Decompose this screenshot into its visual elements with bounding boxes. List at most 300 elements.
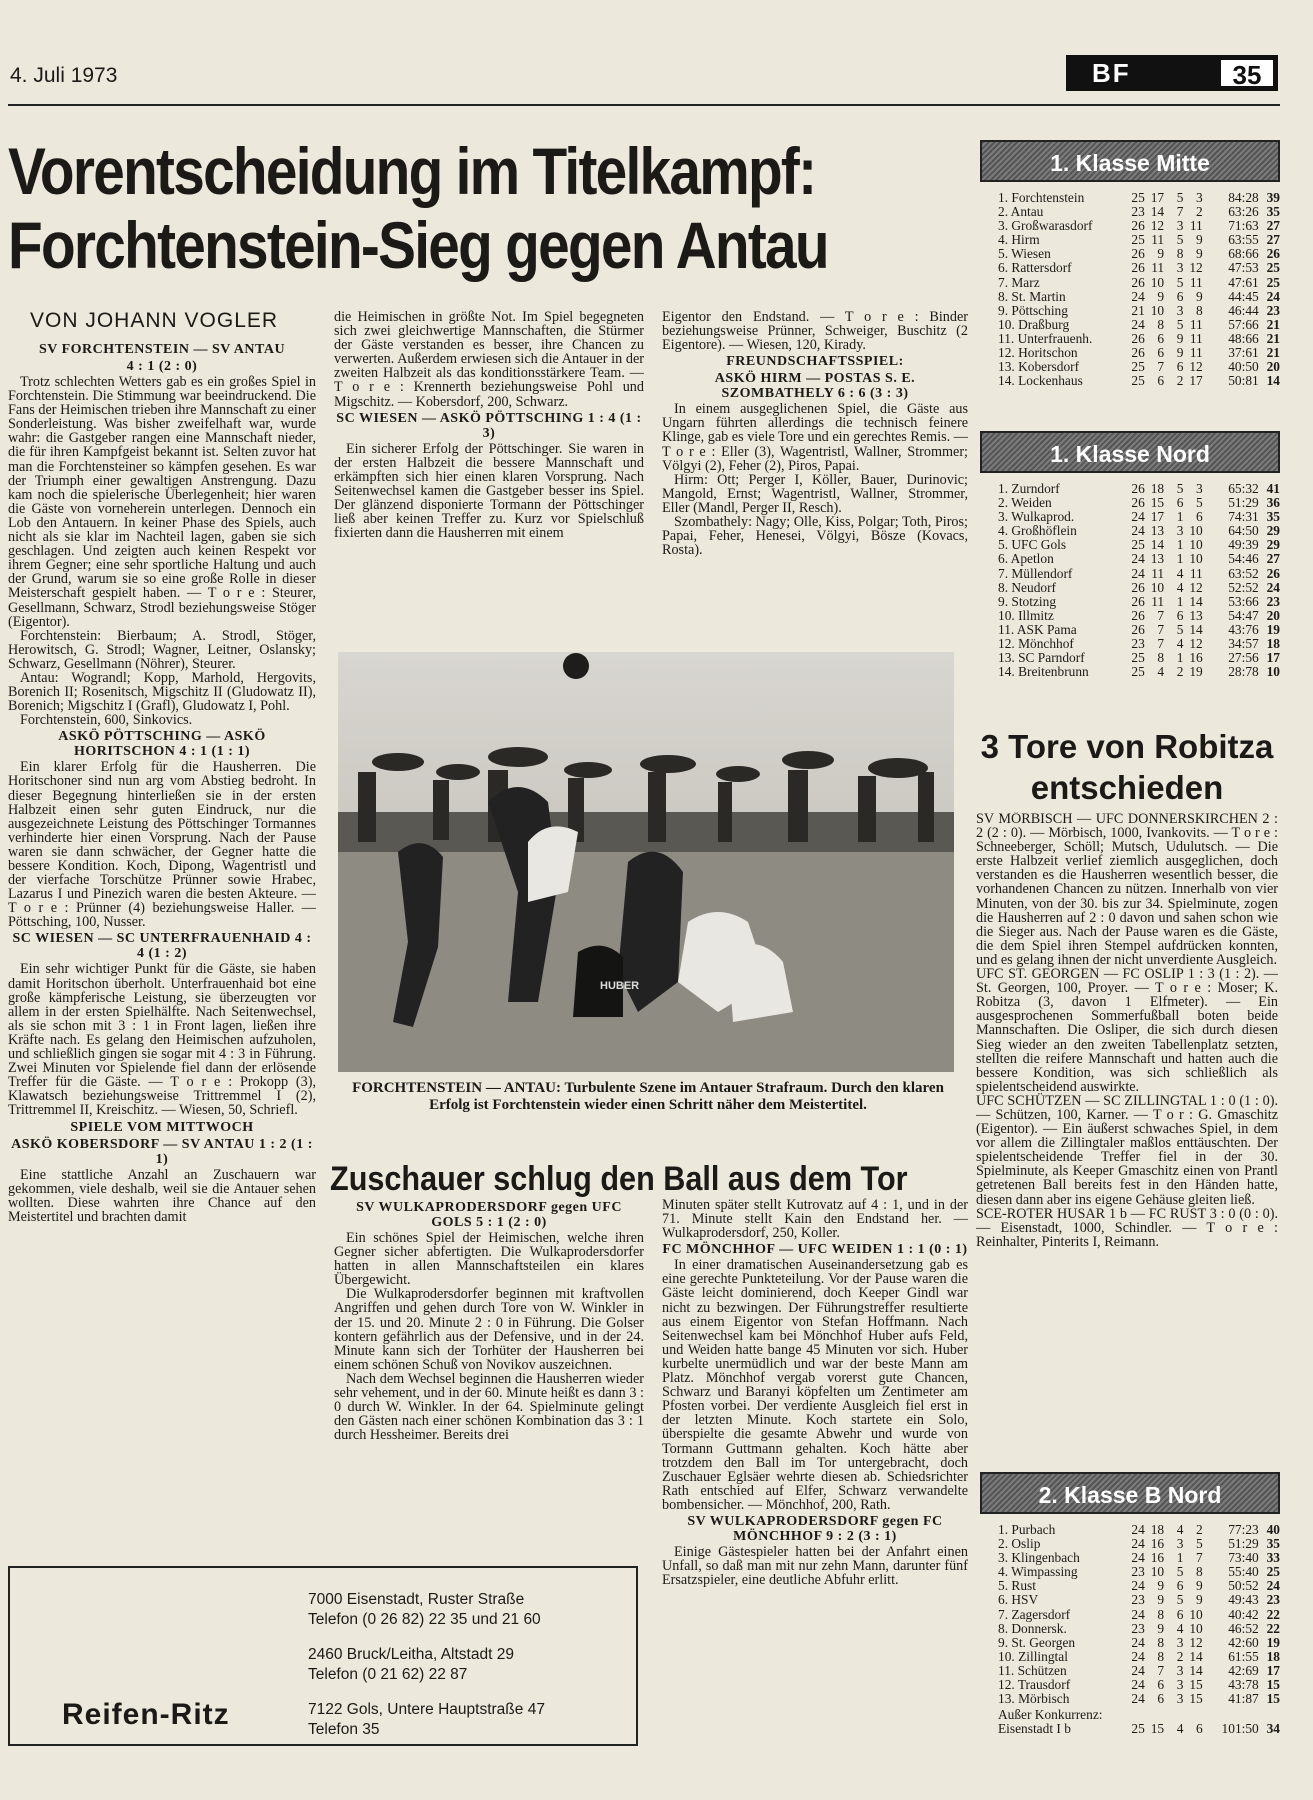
football-scene-illustration [338, 652, 954, 1072]
article-paragraph: Antau: Wograndl; Kopp, Marhold, Hergovits, Borenich II; Rosenitsch, Migschitz II (Gludowatz II), Borenich; Migschitz I (Grafl), Gludowatz I, Pohl. [8, 669, 316, 715]
losses: 14 [1189, 1662, 1203, 1678]
article-paragraph: Ein sehr wichtiger Punkt für die Gäste, sie haben damit Horitschon überholt. Unterfrauenhaid bot eine große kämpferische Leistung, sie überzeugten vor allem in der ersten Spielhälfte. Nach Seitenwechsel, als sie schon mit 3 : 1 in Front lagen, ließen ihre Kräfte nach. Es gelang den Heimischen aufzuholen, und schließlich gingen sie sogar mit 4 : 3 in Führung. Zwei Minuten vor Spielende fiel dann der erlösende Treffer für die Gäste. — T o r e : Prokopp (3), Klawatsch beziehungsweise Trittremmel I (2), Trittremmel II, Kreischitz. — Wiesen, 50, Schriefl. [8, 961, 316, 1119]
losses: 6 [1196, 1721, 1203, 1737]
article-paragraph: Eigentor den Endstand. — T o r e : Binder beziehungsweise Prünner, Schweiger, Buschitz (2 Eigentore). — Wiesen, 120, Kirady. [662, 310, 968, 354]
goals: 28:78 [1228, 664, 1259, 680]
team-name: 10. Zillingtal [998, 1649, 1068, 1664]
games: 24 [1131, 1662, 1145, 1678]
games: 26 [1131, 345, 1145, 361]
draws: 9 [1176, 330, 1184, 346]
goals: 55:40 [1228, 1564, 1259, 1580]
games: 24 [1131, 1691, 1145, 1707]
article-paragraph: UFC ST. GEORGEN — FC OSLIP 1 : 3 (1 : 2). — St. Georgen, 100, Proyer. — T o r e : Moser; K. Robitza (3, davon 1 Elfmeter). — Ein ausgesprochenen Sommerfußball boten beide Mannschaften. Die Osliper, die sich durch diesen Sieg wieder an den zweiten Tabellenplatz setzten, stellten die reifere Mannschaft und hatten auch die bessere Kondition, was sich schließlich als spielentscheidend auswirkte. [976, 966, 1278, 1095]
match-heading: ASKÖ KOBERSDORF — SV ANTAU 1 : 2 (1 : 1) [11, 1136, 313, 1167]
draws: 1 [1176, 650, 1184, 666]
games: 24 [1131, 288, 1145, 304]
losses: 14 [1189, 1648, 1203, 1664]
league-row [998, 1678, 1280, 1692]
draws: 3 [1176, 260, 1184, 276]
goals: 52:52 [1228, 579, 1259, 595]
losses: 11 [1189, 218, 1203, 234]
team-name: 6. Rattersdorf [998, 261, 1072, 276]
ad-addresses [308, 1590, 545, 1739]
games: 25 [1131, 232, 1145, 248]
league-row [998, 360, 1280, 374]
goals: 50:52 [1228, 1578, 1259, 1594]
wins: 15 [1150, 1721, 1165, 1737]
goals: 37:61 [1228, 345, 1259, 361]
draws: 5 [1176, 481, 1184, 496]
losses: 9 [1196, 1592, 1203, 1608]
points: 25 [1266, 1564, 1280, 1580]
draws: 3 [1176, 1662, 1184, 1678]
wins: 14 [1150, 537, 1165, 553]
points: 21 [1266, 330, 1280, 346]
wins: 17 [1150, 509, 1165, 525]
losses: 9 [1196, 246, 1203, 262]
ad-line: 7000 Eisenstadt, Ruster Straße [308, 1591, 525, 1608]
games: 26 [1131, 274, 1145, 290]
wins: 10 [1150, 302, 1165, 318]
points: 20 [1266, 359, 1280, 375]
ad-brand: Reifen-Ritz [62, 1698, 230, 1731]
article-paragraph: Ein schönes Spiel der Heimischen, welche ihren Gegner sicher abfertigten. Die Wulkaprodersdorfer hatten in allen Mannschaftsteilen ein klares Übergewicht. [334, 1230, 644, 1289]
league-row [998, 581, 1280, 595]
ad-line: Telefon (0 26 82) 22 35 und 21 60 [308, 1610, 541, 1628]
issue-date: 4. Juli 1973 [10, 64, 118, 87]
goals: 40:42 [1228, 1606, 1259, 1622]
league-rows [980, 1523, 1280, 1736]
wins: 6 [1157, 1691, 1165, 1707]
zuschauer-headline: Zuschauer schlug den Ball aus dem Tor [330, 1160, 908, 1198]
match-heading: FC MÖNCHHOF — UFC WEIDEN 1 : 1 (0 : 1) [662, 1242, 968, 1258]
league-row [998, 276, 1280, 290]
headline-line-2: Forchtenstein-Sieg gegen Antau [8, 208, 828, 282]
games: 24 [1131, 1522, 1145, 1537]
goals: 57:66 [1228, 316, 1259, 332]
league-title: 1. Klasse Nord [980, 431, 1280, 473]
games: 26 [1131, 260, 1145, 276]
losses: 6 [1196, 509, 1203, 525]
ad-line: 2460 Bruck/Leitha, Altstadt 29 [308, 1646, 514, 1663]
losses: 16 [1189, 650, 1203, 666]
league-row [998, 1551, 1280, 1565]
draws: 6 [1176, 288, 1184, 304]
league-row [998, 496, 1280, 510]
losses: 11 [1189, 274, 1203, 290]
article-paragraph: In einem ausgeglichenen Spiel, die Gäste aus Ungarn führten allerdings die technisch feinere Klinge, gab es viele Tore und ein gerechtes Remis. — T o r e : Eller (3), Wagentristl, Wallner, Strommer; Völgyi (2), Feher (2), Piros, Papai. [662, 401, 968, 474]
league-table-klasse-b-nord [980, 1472, 1280, 1736]
goals: 49:39 [1228, 537, 1259, 553]
games: 25 [1131, 190, 1145, 205]
wins: 16 [1150, 1550, 1165, 1566]
draws: 6 [1176, 1578, 1184, 1594]
losses: 9 [1196, 232, 1203, 248]
league-row [998, 482, 1280, 496]
goals: 74:31 [1228, 509, 1259, 525]
goals: 47:61 [1228, 274, 1259, 290]
team-name: 7. Zagersdorf [998, 1607, 1071, 1622]
draws: 4 [1176, 579, 1184, 595]
losses: 8 [1196, 1564, 1203, 1580]
wins: 10 [1150, 274, 1165, 290]
losses: 11 [1189, 345, 1203, 361]
article-paragraph: UFC SCHÜTZEN — SC ZILLINGTAL 1 : 0 (1 : 0). — Schützen, 100, Karner. — T o r : G. Gmaschitz (Eigentor). — Ein äußerst schwaches Spiel, in dem vor allem die Zillingtaler maßlos enttäuschten. Der spielentscheidende Treffer fiel in der 30. Spielminute, als Keeper Gmaschitz einen von Prantl getretenen Ball bereits fest in den Händen hatte, diesen dann aber ins eigene Gehäuse gleiten ließ. [976, 1092, 1278, 1208]
goals: 46:44 [1228, 302, 1259, 318]
wins: 6 [1157, 1677, 1165, 1693]
draws: 6 [1176, 607, 1184, 623]
points: 22 [1266, 1620, 1280, 1636]
match-heading: SV FORCHTENSTEIN — SV ANTAU [38, 342, 286, 357]
goals: 77:23 [1228, 1522, 1259, 1537]
goals: 51:29 [1228, 495, 1259, 511]
photo-caption: FORCHTENSTEIN — ANTAU: Turbulente Szene im Antauer Strafraum. Durch den klaren Erfolg ist Forchtenstein wieder einen Schritt näher dem Meistertitel. [352, 1080, 944, 1113]
goals: 34:57 [1228, 636, 1259, 652]
points: 40 [1266, 1522, 1280, 1537]
games: 23 [1131, 204, 1145, 220]
article-paragraph: Ein klarer Erfolg für die Hausherren. Die Horitschoner sind nun arg vom Abstieg bedroht. In dieser Begegnung hinterließen sie in der ersten Halbzeit einen sehr guten Eindruck, nur die ausgezeichnete Leistung des Pöttschinger Tormannes verhinderte hier einen Vorsprung. Nach der Pause waren sie dann schwächer, der Gegner hatte die bessere Kondition. Koch, Dipong, Wagentristl und der vierfache Torschütze Prünner sowie Hrabec, Lazarus I und Pinezich waren die besten Akteure. — T o r e : Prünner (4) beziehungsweise Haller. — Pöttsching, 100, Nusser. [8, 759, 316, 931]
tire-shop-advertisement [8, 1566, 638, 1746]
wins: 9 [1157, 1578, 1165, 1594]
team-name: 3. Klingenbach [998, 1551, 1080, 1566]
league-row [998, 1622, 1280, 1636]
team-name: 3. Großwarasdorf [998, 219, 1093, 234]
team-name: 3. Wulkaprod. [998, 510, 1075, 525]
article-column-2 [334, 310, 644, 638]
league-row [998, 1650, 1280, 1664]
draws: 5 [1176, 232, 1184, 248]
points: 35 [1266, 204, 1280, 220]
wins: 12 [1150, 218, 1165, 234]
league-row [998, 304, 1280, 318]
zuschauer-column-1 [334, 1198, 644, 1554]
byline: VON JOHANN VOGLER [30, 309, 279, 332]
points: 36 [1266, 495, 1280, 511]
team-name: 13. Kobersdorf [998, 360, 1080, 375]
points: 19 [1266, 1634, 1280, 1650]
draws: 3 [1176, 1677, 1184, 1693]
draws: 3 [1176, 218, 1184, 234]
points: 15 [1266, 1691, 1280, 1707]
team-name: 7. Marz [998, 275, 1040, 290]
games: 26 [1131, 495, 1145, 511]
losses: 10 [1189, 1606, 1203, 1622]
games: 24 [1131, 1648, 1145, 1664]
league-row [998, 623, 1280, 637]
team-name: 8. St. Martin [998, 289, 1066, 304]
league-row [998, 1593, 1280, 1607]
draws: 5 [1176, 316, 1184, 332]
points: 24 [1266, 579, 1280, 595]
points: 18 [1266, 636, 1280, 652]
draws: 5 [1176, 190, 1184, 205]
draws: 4 [1176, 565, 1184, 581]
page-number: 35 [1219, 58, 1275, 88]
article-paragraph: Nach dem Wechsel beginnen die Hausherren wieder sehr vehement, und in der 60. Minute heißt es dann 3 : 0 durch W. Winkler. In der 64. Spielminute gelingt den Gästen nach einer schönen Kombination das 3 : 1 durch Hessheimer. Bereits drei [334, 1370, 644, 1444]
goals: 27:56 [1228, 650, 1259, 666]
wins: 11 [1151, 232, 1165, 248]
zuschauer-column-2 [662, 1198, 968, 1778]
team-name: 2. Weiden [998, 496, 1052, 511]
team-name: 4. Großhöflein [998, 524, 1077, 539]
points: 14 [1266, 373, 1280, 389]
wins: 6 [1157, 345, 1165, 361]
games: 24 [1131, 1677, 1145, 1693]
wins: 4 [1157, 664, 1165, 680]
goals: 84:28 [1228, 190, 1259, 205]
games: 24 [1131, 1634, 1145, 1650]
league-table-klasse-mitte [980, 140, 1280, 388]
league-row [998, 651, 1280, 665]
losses: 17 [1189, 373, 1203, 389]
goals: 101:50 [1221, 1721, 1259, 1737]
match-heading: SC WIESEN — SC UNTERFRAUENHAID 4 : 4 (1 : 2) [12, 931, 312, 962]
wins: 8 [1157, 1648, 1165, 1664]
wins: 7 [1157, 1662, 1165, 1678]
points: 21 [1266, 316, 1280, 332]
league-row [998, 1722, 1280, 1736]
points: 34 [1266, 1721, 1280, 1737]
wins: 11 [1151, 260, 1165, 276]
goals: 54:47 [1228, 607, 1259, 623]
league-row [998, 191, 1280, 205]
robitza-headline [976, 726, 1278, 808]
league-row [998, 247, 1280, 261]
points: 17 [1266, 650, 1280, 666]
team-name: 9. Pöttsching [998, 303, 1068, 318]
article-paragraph: Ein sicherer Erfolg der Pöttschinger. Sie waren in der ersten Halbzeit die bessere Mannschaft und erkämpften sich hier einen klaren Vorsprung. Nach Seitenwechsel kamen die Gastgeber besser ins Spiel. Der glänzend disponierte Tormann der Pöttschinger ließ aber keinen Treffer zu. Kurz vor Spielschluß fixierten dann die Hausherren mit einem [334, 440, 644, 542]
shirt-print: HUBER [600, 980, 640, 992]
losses: 12 [1189, 260, 1203, 276]
goals: 42:60 [1228, 1634, 1259, 1650]
wins: 13 [1150, 551, 1165, 567]
games: 24 [1131, 1536, 1145, 1552]
draws: 6 [1176, 1606, 1184, 1622]
draws: 1 [1176, 593, 1184, 609]
losses: 10 [1189, 1620, 1203, 1636]
points: 22 [1266, 1606, 1280, 1622]
wins: 11 [1151, 565, 1165, 581]
draws: 6 [1176, 495, 1184, 511]
draws: 3 [1176, 1536, 1184, 1552]
article-paragraph: SV MÖRBISCH — UFC DONNERSKIRCHEN 2 : 2 (2 : 0). — Mörbisch, 1000, Ivankovits. — T o r e : Schneeberger, Schöll; Mutsch, Udulutsch. — Die erste Halbzeit verlief ziemlich ausgeglichen, doch verstanden es die Hausherren wesentlich besser, die vorhandenen Chancen zu nützen. Innerhalb von vier Minuten, von der 30. bis zur 34. Spielminute, zogen die Hausherren auf 2 : 0 davon und sahen schon wie die Sieger aus. Nach der Pause waren es die Gäste, die dem Spiel ihren Stempel aufdrücken konnten, und es gelang ihnen der nicht unverdiente Ausgleich. [976, 812, 1278, 968]
article-paragraph: Hirm: Ott; Perger I, Köller, Bauer, Durinovic; Mangold, Ernst; Wagentristl, Wallner, Strommer, Eller (Mandl, Perger II, Resch). [662, 471, 968, 516]
league-row [998, 665, 1280, 679]
points: 24 [1266, 1578, 1280, 1594]
points: 21 [1266, 345, 1280, 361]
losses: 3 [1196, 190, 1203, 205]
draws: 5 [1176, 1592, 1184, 1608]
draws: 4 [1176, 1620, 1184, 1636]
goals: 48:66 [1228, 330, 1259, 346]
article-paragraph: Szombathely: Nagy; Olle, Kiss, Polgar; Toth, Piros; Papai, Feher, Henesei, Völgyi, Bösze (Kovacs, Rosta). [662, 514, 968, 559]
goals: 40:50 [1228, 359, 1259, 375]
goals: 46:52 [1228, 1620, 1259, 1636]
draws: 5 [1176, 1564, 1184, 1580]
goals: 63:26 [1228, 204, 1259, 220]
team-name: 11. Unterfrauenh. [998, 331, 1093, 346]
wins: 7 [1157, 636, 1165, 652]
losses: 2 [1196, 204, 1203, 220]
ad-line: Telefon (0 21 62) 22 87 [308, 1665, 468, 1683]
wins: 7 [1157, 621, 1165, 637]
points: 27 [1266, 218, 1280, 234]
games: 26 [1131, 593, 1145, 609]
league-row [998, 346, 1280, 360]
goals: 53:66 [1228, 593, 1259, 609]
league-row [998, 552, 1280, 566]
article-paragraph: SCE-ROTER HUSAR 1 b — FC RUST 3 : 0 (0 : 0). — Eisenstadt, 1000, Schindler. — T o r e : Reinhalter, Pinterits I, Reimann. [976, 1205, 1278, 1250]
goals: 43:78 [1228, 1677, 1259, 1693]
games: 26 [1131, 246, 1145, 262]
wins: 15 [1150, 495, 1165, 511]
draws: 7 [1176, 204, 1184, 220]
points: 19 [1266, 621, 1280, 637]
draws: 1 [1176, 509, 1184, 525]
goals: 63:52 [1228, 565, 1259, 581]
points: 29 [1266, 523, 1280, 539]
team-name: 8. Neudorf [998, 580, 1057, 595]
team-name: 1. Forchtenstein [998, 191, 1085, 205]
losses: 19 [1189, 664, 1203, 680]
league-title: 2. Klasse B Nord [980, 1472, 1280, 1514]
match-heading: SV WULKAPRODERSDORF gegen UFC GOLS 5 : 1 (2 : 0) [356, 1200, 622, 1230]
points: 35 [1266, 1536, 1280, 1552]
games: 24 [1131, 509, 1145, 525]
losses: 3 [1196, 481, 1203, 496]
points: 35 [1266, 509, 1280, 525]
match-heading: SV WULKAPRODERSDORF gegen FC MÖNCHHOF 9 : 2 (3 : 1) [687, 1513, 943, 1544]
draws: 5 [1176, 621, 1184, 637]
team-name: 11. Schützen [998, 1663, 1067, 1678]
draws: 2 [1176, 664, 1184, 680]
goals: 44:45 [1228, 288, 1259, 304]
header-rule [8, 104, 1280, 106]
league-rows [980, 191, 1280, 388]
games: 23 [1131, 1620, 1145, 1636]
points: 25 [1266, 274, 1280, 290]
points: 24 [1266, 288, 1280, 304]
league-row [998, 1565, 1280, 1579]
losses: 14 [1189, 593, 1203, 609]
wins: 18 [1150, 1522, 1165, 1537]
games: 26 [1131, 481, 1145, 496]
wins: 8 [1157, 316, 1165, 332]
league-row [998, 332, 1280, 346]
games: 25 [1131, 1721, 1145, 1737]
points: 20 [1266, 607, 1280, 623]
wins: 14 [1150, 204, 1165, 220]
games: 25 [1131, 537, 1145, 553]
games: 24 [1131, 316, 1145, 332]
paper-name: BF [1092, 57, 1131, 88]
losses: 12 [1189, 1634, 1203, 1650]
draws: 4 [1176, 1522, 1184, 1537]
league-row [998, 1664, 1280, 1678]
team-name: 5. Wiesen [998, 247, 1051, 262]
points: 15 [1266, 1677, 1280, 1693]
wins: 6 [1157, 373, 1165, 389]
team-name: 12. Horitschon [998, 346, 1078, 361]
team-name: 9. St. Georgen [998, 1635, 1076, 1650]
league-title: 1. Klasse Mitte [980, 140, 1280, 182]
games: 23 [1131, 1592, 1145, 1608]
article-paragraph: Trotz schlechten Wetters gab es ein großes Spiel in Forchtenstein. Die Stimmung war beeindruckend. Die Fans der Heimischen trieben ihre Mannschaft zu einer Sonderleistung. Was bisher zweifelhaft war, wurde wahr: die Gastgeber rangen eine Mannschaft nieder, die für ihren Kampfgeist bekannt ist. Selten zuvor hat man die Forchtensteiner so kämpfen gesehen. Es war der Triumph einer gewaltigen Anstrengung. Dazu kam noch die spielerische Überlegenheit; hier waren die Gäste von vorneherein unterlegen. Dennoch ein Lob den Antauern. In keiner Phase des Spiels, auch nicht als sie klar im Nachteil lagen, gaben sie sich geschlagen. Und zeigten auch keinen Respekt vor ihrem Gegner; eine sehr sportliche Haltung und auch der Grund, warum sie so eine große Rolle in dieser Meisterschaft gespielt haben. — T o r e : Steurer, Gesellmann, Schwarz, Strodl beziehungsweise Stöger (Eigentor). [8, 374, 316, 630]
draws: 9 [1176, 345, 1184, 361]
wins: 17 [1150, 190, 1165, 205]
games: 26 [1131, 218, 1145, 234]
goals: 49:43 [1228, 1592, 1259, 1608]
games: 25 [1131, 650, 1145, 666]
points: 26 [1266, 246, 1280, 262]
draws: 2 [1176, 373, 1184, 389]
draws: 1 [1176, 1550, 1184, 1566]
points: 26 [1266, 565, 1280, 581]
points: 23 [1266, 1592, 1280, 1608]
team-name: 11. ASK Pama [998, 622, 1077, 637]
league-row [998, 510, 1280, 524]
losses: 15 [1189, 1691, 1203, 1707]
team-name: 14. Breitenbrunn [998, 665, 1089, 680]
losses: 13 [1189, 607, 1203, 623]
losses: 12 [1189, 636, 1203, 652]
league-rows [980, 482, 1280, 679]
games: 24 [1131, 1578, 1145, 1594]
wins: 13 [1150, 523, 1165, 539]
goals: 42:69 [1228, 1662, 1259, 1678]
wins: 10 [1150, 579, 1165, 595]
games: 23 [1131, 636, 1145, 652]
team-name: 6. HSV [998, 1593, 1039, 1608]
match-heading: SC WIESEN — ASKÖ PÖTTSCHING 1 : 4 (1 : 3) [336, 410, 642, 441]
goals: 65:32 [1228, 481, 1259, 496]
league-row [998, 205, 1280, 219]
games: 25 [1131, 373, 1145, 389]
wins: 8 [1157, 1606, 1165, 1622]
wins: 9 [1157, 288, 1165, 304]
league-row [998, 261, 1280, 275]
ad-line: Telefon 35 [308, 1720, 380, 1738]
league-row [998, 290, 1280, 304]
wins: 6 [1157, 330, 1165, 346]
games: 23 [1131, 1564, 1145, 1580]
points: 33 [1266, 1550, 1280, 1566]
team-name: 7. Müllendorf [998, 566, 1073, 581]
losses: 11 [1189, 330, 1203, 346]
league-row [998, 318, 1280, 332]
losses: 9 [1196, 1578, 1203, 1594]
league-row [998, 1523, 1280, 1537]
draws: 3 [1176, 302, 1184, 318]
losses: 11 [1189, 565, 1203, 581]
games: 21 [1131, 302, 1145, 318]
team-name: 1. Purbach [998, 1523, 1056, 1537]
article-paragraph: Die Wulkaprodersdorfer beginnen mit kraftvollen Angriffen und gehen durch Tore von W. Winkler in der 15. und 20. Minute 2 : 0 in Führung. Die Golser kontern gefährlich aus der Defensive, und in der 24. Minute kann sich der Torhüter der Hausherren bei einem schönen Schuß von Novikov auszeichnen. [334, 1286, 644, 1373]
team-name: 14. Lockenhaus [998, 374, 1083, 389]
goals: 71:63 [1228, 218, 1259, 234]
losses: 12 [1189, 359, 1203, 375]
league-row [998, 524, 1280, 538]
draws: 4 [1176, 636, 1184, 652]
losses: 5 [1196, 495, 1203, 511]
draws: 3 [1176, 1691, 1184, 1707]
losses: 10 [1189, 523, 1203, 539]
games: 24 [1131, 551, 1145, 567]
wins: 8 [1157, 650, 1165, 666]
ad-line: 7122 Gols, Untere Hauptstraße 47 [308, 1701, 545, 1718]
goals: 64:50 [1228, 523, 1259, 539]
team-name: 2. Oslip [998, 1537, 1041, 1552]
